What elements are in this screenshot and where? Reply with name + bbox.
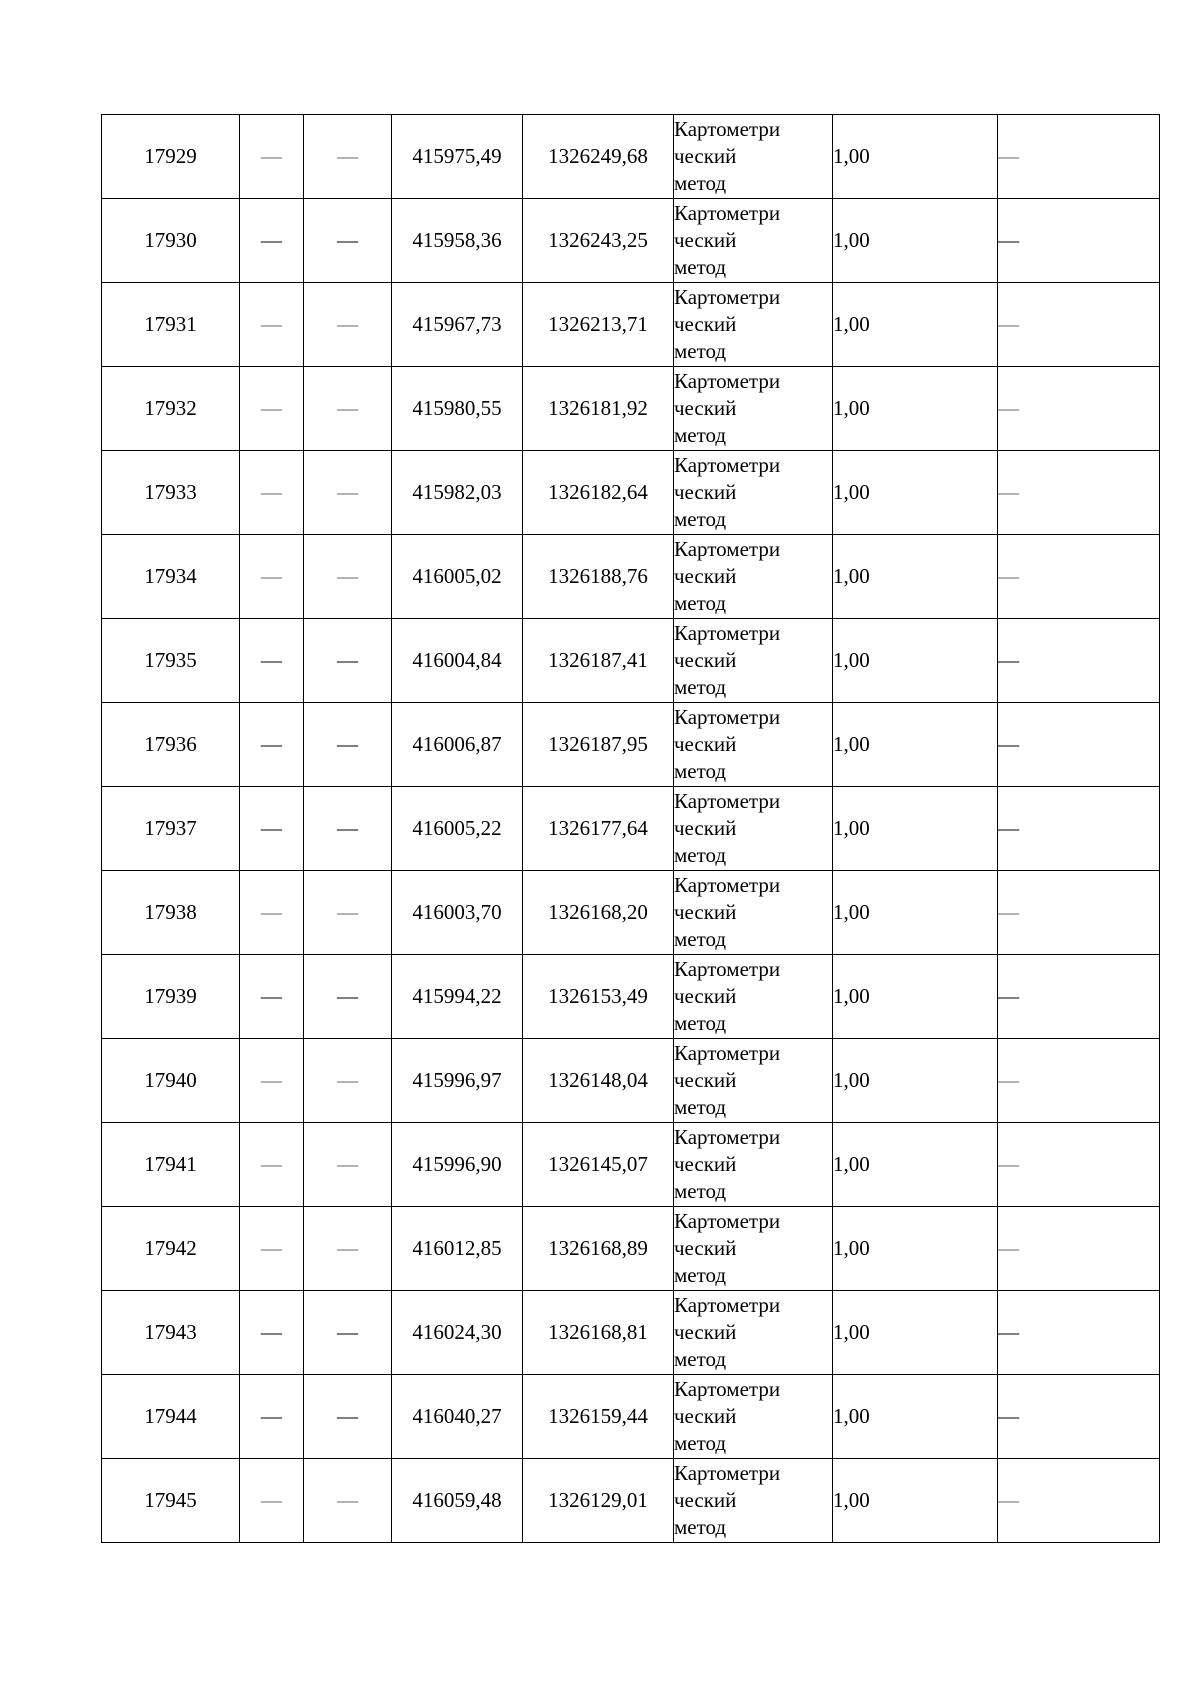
- cell-y-coordinate: 1326187,41: [523, 619, 674, 703]
- method-line: Картометри: [674, 1293, 781, 1317]
- cell-col8: [998, 619, 1160, 703]
- dash-placeholder: —: [261, 984, 282, 1008]
- cell-method: [674, 619, 833, 703]
- method-line: Картометри: [674, 201, 781, 225]
- method-line: метод: [674, 675, 727, 699]
- method-line: ческий: [674, 396, 737, 420]
- dash-placeholder: —: [337, 648, 358, 672]
- cell-x-coordinate: 415967,73: [392, 283, 523, 367]
- dash-placeholder: —: [261, 1152, 282, 1176]
- cell-method: [674, 1207, 833, 1291]
- dash-placeholder: —: [261, 564, 282, 588]
- dash-placeholder: —: [998, 816, 1019, 840]
- cell-col3: [304, 451, 392, 535]
- cell-col3: [304, 367, 392, 451]
- cell-y-coordinate: 1326129,01: [523, 1459, 674, 1543]
- cell-col2: [240, 367, 304, 451]
- cell-method: [674, 199, 833, 283]
- dash-placeholder: —: [261, 900, 282, 924]
- cell-method: [674, 115, 833, 199]
- dash-placeholder: —: [261, 1068, 282, 1092]
- cell-col2: [240, 787, 304, 871]
- cell-col3: [304, 787, 392, 871]
- method-line: метод: [674, 1179, 727, 1203]
- method-line: Картометри: [674, 1461, 781, 1485]
- dash-placeholder: —: [998, 396, 1019, 420]
- cell-point-number: 17939: [102, 955, 240, 1039]
- cell-error: 1,00: [833, 871, 998, 955]
- dash-placeholder: —: [998, 1404, 1019, 1428]
- method-line: ческий: [674, 564, 737, 588]
- cell-point-number: 17938: [102, 871, 240, 955]
- cell-x-coordinate: 416012,85: [392, 1207, 523, 1291]
- cell-x-coordinate: 415975,49: [392, 115, 523, 199]
- cell-error: 1,00: [833, 535, 998, 619]
- method-line: метод: [674, 339, 727, 363]
- cell-x-coordinate: 415996,90: [392, 1123, 523, 1207]
- dash-placeholder: —: [337, 312, 358, 336]
- dash-placeholder: —: [261, 732, 282, 756]
- method-line: метод: [674, 1347, 727, 1371]
- cell-col3: [304, 1207, 392, 1291]
- table-row: [102, 199, 1160, 283]
- cell-col2: [240, 1459, 304, 1543]
- cell-error: 1,00: [833, 451, 998, 535]
- cell-col8: [998, 871, 1160, 955]
- dash-placeholder: —: [337, 1404, 358, 1428]
- table-row: [102, 1039, 1160, 1123]
- cell-x-coordinate: 415982,03: [392, 451, 523, 535]
- method-line: метод: [674, 1095, 727, 1119]
- dash-placeholder: —: [337, 396, 358, 420]
- cell-error: 1,00: [833, 619, 998, 703]
- cell-col3: [304, 1459, 392, 1543]
- cell-col3: [304, 283, 392, 367]
- dash-placeholder: —: [261, 1320, 282, 1344]
- method-line: ческий: [674, 900, 737, 924]
- cell-point-number: 17934: [102, 535, 240, 619]
- dash-placeholder: —: [261, 480, 282, 504]
- cell-col2: [240, 451, 304, 535]
- method-line: метод: [674, 507, 727, 531]
- cell-error: 1,00: [833, 787, 998, 871]
- cell-error: 1,00: [833, 115, 998, 199]
- cell-y-coordinate: 1326182,64: [523, 451, 674, 535]
- method-line: ческий: [674, 1320, 737, 1344]
- dash-placeholder: —: [998, 1488, 1019, 1512]
- method-line: Картометри: [674, 957, 781, 981]
- cell-col8: [998, 1039, 1160, 1123]
- method-line: метод: [674, 1011, 727, 1035]
- cell-point-number: 17937: [102, 787, 240, 871]
- method-line: ческий: [674, 648, 737, 672]
- dash-placeholder: —: [998, 900, 1019, 924]
- coordinates-table: [101, 114, 1160, 1543]
- cell-col8: [998, 1291, 1160, 1375]
- cell-col8: [998, 1459, 1160, 1543]
- cell-x-coordinate: 416006,87: [392, 703, 523, 787]
- dash-placeholder: —: [998, 228, 1019, 252]
- method-line: метод: [674, 927, 727, 951]
- dash-placeholder: —: [261, 312, 282, 336]
- cell-col8: [998, 955, 1160, 1039]
- cell-col2: [240, 619, 304, 703]
- dash-placeholder: —: [998, 1068, 1019, 1092]
- cell-col8: [998, 787, 1160, 871]
- cell-col2: [240, 871, 304, 955]
- method-line: Картометри: [674, 1125, 781, 1149]
- method-line: Картометри: [674, 117, 781, 141]
- cell-x-coordinate: 416059,48: [392, 1459, 523, 1543]
- cell-point-number: 17933: [102, 451, 240, 535]
- cell-y-coordinate: 1326243,25: [523, 199, 674, 283]
- dash-placeholder: —: [337, 900, 358, 924]
- method-line: Картометри: [674, 537, 781, 561]
- cell-method: [674, 1375, 833, 1459]
- cell-point-number: 17935: [102, 619, 240, 703]
- method-line: Картометри: [674, 369, 781, 393]
- cell-col2: [240, 955, 304, 1039]
- cell-y-coordinate: 1326188,76: [523, 535, 674, 619]
- cell-col3: [304, 1039, 392, 1123]
- method-line: метод: [674, 423, 727, 447]
- cell-error: 1,00: [833, 703, 998, 787]
- cell-col2: [240, 535, 304, 619]
- cell-y-coordinate: 1326187,95: [523, 703, 674, 787]
- method-line: ческий: [674, 816, 737, 840]
- cell-method: [674, 535, 833, 619]
- cell-col2: [240, 1375, 304, 1459]
- cell-col3: [304, 619, 392, 703]
- table-row: [102, 451, 1160, 535]
- cell-error: 1,00: [833, 1123, 998, 1207]
- dash-placeholder: —: [261, 1404, 282, 1428]
- cell-col3: [304, 115, 392, 199]
- cell-x-coordinate: 416005,02: [392, 535, 523, 619]
- method-line: метод: [674, 591, 727, 615]
- cell-x-coordinate: 415958,36: [392, 199, 523, 283]
- dash-placeholder: —: [337, 1068, 358, 1092]
- method-line: ческий: [674, 1236, 737, 1260]
- dash-placeholder: —: [337, 1152, 358, 1176]
- cell-y-coordinate: 1326148,04: [523, 1039, 674, 1123]
- dash-placeholder: —: [998, 144, 1019, 168]
- method-line: метод: [674, 759, 727, 783]
- method-line: ческий: [674, 1152, 737, 1176]
- dash-placeholder: —: [998, 1320, 1019, 1344]
- cell-point-number: 17929: [102, 115, 240, 199]
- method-line: ческий: [674, 480, 737, 504]
- cell-col3: [304, 1375, 392, 1459]
- cell-col2: [240, 115, 304, 199]
- cell-method: [674, 703, 833, 787]
- dash-placeholder: —: [337, 732, 358, 756]
- cell-y-coordinate: 1326177,64: [523, 787, 674, 871]
- cell-point-number: 17932: [102, 367, 240, 451]
- table-row: [102, 1207, 1160, 1291]
- cell-error: 1,00: [833, 955, 998, 1039]
- cell-error: 1,00: [833, 283, 998, 367]
- cell-col3: [304, 1291, 392, 1375]
- cell-y-coordinate: 1326145,07: [523, 1123, 674, 1207]
- method-line: ческий: [674, 1068, 737, 1092]
- method-line: метод: [674, 1263, 727, 1287]
- table-row: [102, 115, 1160, 199]
- dash-placeholder: —: [998, 480, 1019, 504]
- cell-y-coordinate: 1326249,68: [523, 115, 674, 199]
- cell-y-coordinate: 1326153,49: [523, 955, 674, 1039]
- cell-col2: [240, 1291, 304, 1375]
- method-line: Картометри: [674, 705, 781, 729]
- cell-col3: [304, 1123, 392, 1207]
- table-row: [102, 535, 1160, 619]
- table-row: [102, 1375, 1160, 1459]
- cell-method: [674, 1039, 833, 1123]
- cell-col8: [998, 283, 1160, 367]
- cell-col8: [998, 1375, 1160, 1459]
- dash-placeholder: —: [261, 816, 282, 840]
- dash-placeholder: —: [337, 1320, 358, 1344]
- dash-placeholder: —: [998, 984, 1019, 1008]
- cell-col2: [240, 1207, 304, 1291]
- cell-error: 1,00: [833, 1375, 998, 1459]
- cell-col8: [998, 115, 1160, 199]
- dash-placeholder: —: [998, 1236, 1019, 1260]
- cell-col2: [240, 199, 304, 283]
- table-row: [102, 619, 1160, 703]
- dash-placeholder: —: [261, 144, 282, 168]
- cell-point-number: 17941: [102, 1123, 240, 1207]
- cell-error: 1,00: [833, 1291, 998, 1375]
- table-row: [102, 283, 1160, 367]
- method-line: ческий: [674, 984, 737, 1008]
- cell-method: [674, 871, 833, 955]
- cell-col8: [998, 1123, 1160, 1207]
- cell-x-coordinate: 416024,30: [392, 1291, 523, 1375]
- cell-col3: [304, 199, 392, 283]
- cell-method: [674, 1291, 833, 1375]
- dash-placeholder: —: [998, 564, 1019, 588]
- dash-placeholder: —: [998, 312, 1019, 336]
- method-line: ческий: [674, 1404, 737, 1428]
- dash-placeholder: —: [337, 984, 358, 1008]
- cell-x-coordinate: 415996,97: [392, 1039, 523, 1123]
- cell-method: [674, 787, 833, 871]
- cell-method: [674, 367, 833, 451]
- cell-col8: [998, 703, 1160, 787]
- dash-placeholder: —: [337, 1236, 358, 1260]
- dash-placeholder: —: [998, 1152, 1019, 1176]
- cell-x-coordinate: 415980,55: [392, 367, 523, 451]
- cell-col8: [998, 451, 1160, 535]
- cell-y-coordinate: 1326159,44: [523, 1375, 674, 1459]
- method-line: Картометри: [674, 453, 781, 477]
- cell-col2: [240, 283, 304, 367]
- cell-col3: [304, 871, 392, 955]
- dash-placeholder: —: [337, 564, 358, 588]
- cell-col8: [998, 1207, 1160, 1291]
- method-line: ческий: [674, 1488, 737, 1512]
- table-row: [102, 367, 1160, 451]
- cell-point-number: 17936: [102, 703, 240, 787]
- cell-error: 1,00: [833, 1459, 998, 1543]
- cell-method: [674, 1123, 833, 1207]
- method-line: ческий: [674, 228, 737, 252]
- cell-point-number: 17944: [102, 1375, 240, 1459]
- cell-y-coordinate: 1326168,81: [523, 1291, 674, 1375]
- cell-y-coordinate: 1326168,20: [523, 871, 674, 955]
- dash-placeholder: —: [998, 732, 1019, 756]
- cell-x-coordinate: 416004,84: [392, 619, 523, 703]
- table-row: [102, 1459, 1160, 1543]
- cell-point-number: 17930: [102, 199, 240, 283]
- dash-placeholder: —: [337, 480, 358, 504]
- table-row: [102, 955, 1160, 1039]
- cell-method: [674, 283, 833, 367]
- method-line: Картометри: [674, 873, 781, 897]
- cell-method: [674, 451, 833, 535]
- method-line: ческий: [674, 312, 737, 336]
- cell-col8: [998, 535, 1160, 619]
- cell-method: [674, 1459, 833, 1543]
- cell-y-coordinate: 1326168,89: [523, 1207, 674, 1291]
- cell-col3: [304, 703, 392, 787]
- cell-col3: [304, 535, 392, 619]
- cell-point-number: 17931: [102, 283, 240, 367]
- dash-placeholder: —: [261, 648, 282, 672]
- cell-x-coordinate: 416005,22: [392, 787, 523, 871]
- cell-x-coordinate: 416003,70: [392, 871, 523, 955]
- dash-placeholder: —: [261, 396, 282, 420]
- cell-y-coordinate: 1326181,92: [523, 367, 674, 451]
- cell-point-number: 17943: [102, 1291, 240, 1375]
- dash-placeholder: —: [998, 648, 1019, 672]
- cell-error: 1,00: [833, 199, 998, 283]
- cell-point-number: 17945: [102, 1459, 240, 1543]
- cell-col3: [304, 955, 392, 1039]
- table-row: [102, 1123, 1160, 1207]
- method-line: Картометри: [674, 285, 781, 309]
- table-row: [102, 703, 1160, 787]
- cell-method: [674, 955, 833, 1039]
- dash-placeholder: —: [337, 816, 358, 840]
- method-line: Картометри: [674, 1209, 781, 1233]
- cell-x-coordinate: 416040,27: [392, 1375, 523, 1459]
- cell-col8: [998, 367, 1160, 451]
- cell-col2: [240, 703, 304, 787]
- cell-col2: [240, 1039, 304, 1123]
- method-line: метод: [674, 255, 727, 279]
- method-line: ческий: [674, 144, 737, 168]
- method-line: Картометри: [674, 1377, 781, 1401]
- dash-placeholder: —: [261, 1488, 282, 1512]
- dash-placeholder: —: [261, 1236, 282, 1260]
- cell-point-number: 17942: [102, 1207, 240, 1291]
- dash-placeholder: —: [261, 228, 282, 252]
- cell-x-coordinate: 415994,22: [392, 955, 523, 1039]
- dash-placeholder: —: [337, 228, 358, 252]
- cell-point-number: 17940: [102, 1039, 240, 1123]
- cell-error: 1,00: [833, 1039, 998, 1123]
- cell-y-coordinate: 1326213,71: [523, 283, 674, 367]
- dash-placeholder: —: [337, 144, 358, 168]
- method-line: метод: [674, 1515, 727, 1539]
- cell-error: 1,00: [833, 1207, 998, 1291]
- method-line: Картометри: [674, 1041, 781, 1065]
- method-line: Картометри: [674, 621, 781, 645]
- table-row: [102, 787, 1160, 871]
- table-row: [102, 871, 1160, 955]
- method-line: метод: [674, 171, 727, 195]
- method-line: ческий: [674, 732, 737, 756]
- dash-placeholder: —: [337, 1488, 358, 1512]
- cell-col2: [240, 1123, 304, 1207]
- table-row: [102, 1291, 1160, 1375]
- cell-col8: [998, 199, 1160, 283]
- table-body: [102, 115, 1160, 1543]
- method-line: Картометри: [674, 789, 781, 813]
- method-line: метод: [674, 1431, 727, 1455]
- cell-error: 1,00: [833, 367, 998, 451]
- method-line: метод: [674, 843, 727, 867]
